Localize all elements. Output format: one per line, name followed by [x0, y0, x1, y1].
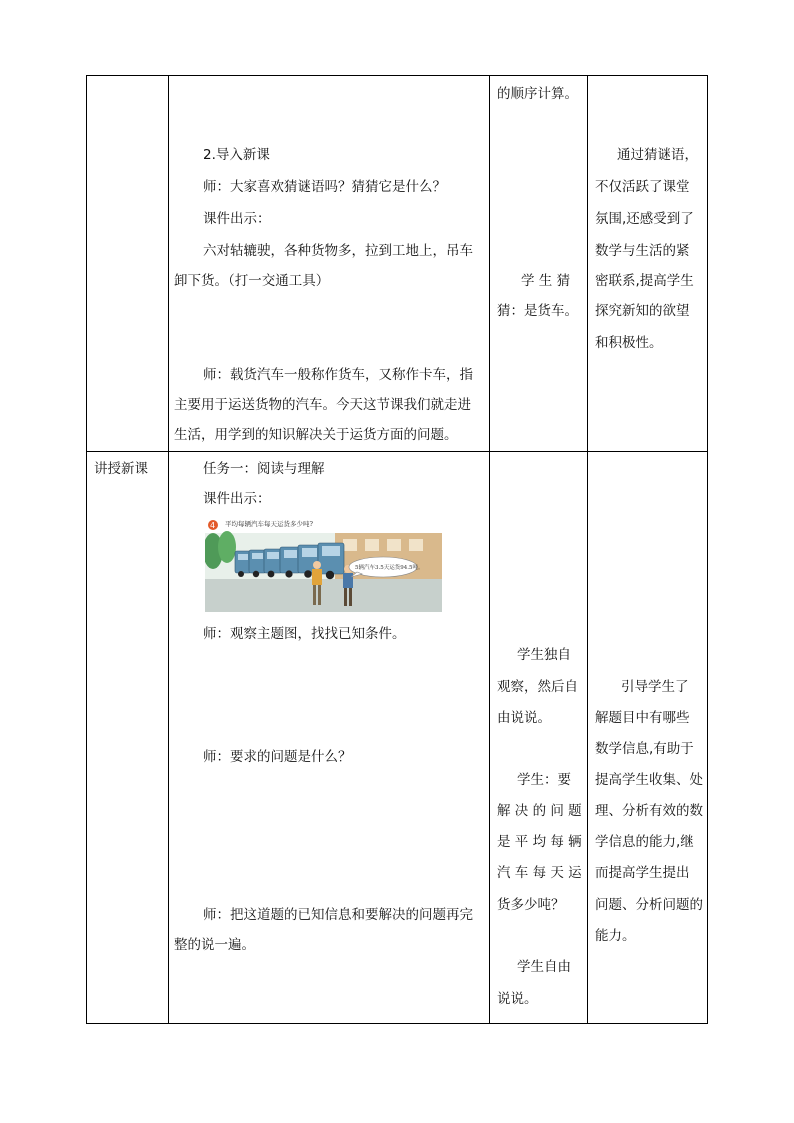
intent-line-5: 密联系,提高学生	[595, 273, 694, 289]
task-heading: 任务一：阅读与理解	[203, 461, 325, 477]
student-b-line-1: 学生：要	[517, 772, 571, 788]
section-label-teaching: 讲授新课	[94, 461, 148, 477]
riddle-line-2: 卸下货。（打一交通工具）	[174, 273, 330, 289]
student-a-line-1: 学生独自	[517, 647, 571, 663]
trucks-scene-svg	[205, 517, 442, 612]
student-guess-line-2: 猜：是货车。	[497, 303, 578, 319]
table-col-divider-1	[168, 75, 169, 1024]
table-bottom-border	[86, 1023, 708, 1024]
student-activity-continued: 的顺序计算。	[497, 86, 578, 102]
student-c-line-1: 学生自由	[517, 959, 571, 975]
teacher-observe-prompt: 师：观察主题图，找找已知条件。	[203, 626, 406, 642]
trucks-theme-illustration	[205, 517, 442, 612]
section-heading-new-lesson: 2.导入新课	[203, 147, 270, 163]
intent2-line-4: 提高学生收集、处	[595, 772, 703, 788]
intent-line-3: 氛围,还感受到了	[595, 211, 694, 227]
intent-line-7: 和积极性。	[595, 335, 663, 351]
intent-line-1: 通过猜谜语，	[617, 147, 698, 163]
riddle-line-1: 六对轱辘驶，各种货物多，拉到工地上，吊车	[203, 243, 473, 259]
student-a-line-2: 观察，然后自	[497, 679, 578, 695]
intent-line-4: 数学与生活的紧	[595, 243, 690, 259]
intent2-line-8: 问题、分析问题的	[595, 897, 703, 913]
table-row-divider	[86, 451, 708, 452]
student-a-line-3: 由说说。	[497, 710, 551, 726]
table-col-divider-2	[489, 75, 490, 1024]
table-col-divider-3	[587, 75, 588, 1024]
student-b-line-3: 是 平 均 每 辆	[497, 834, 582, 850]
teacher-restate-line-1: 师：把这道题的已知信息和要解决的问题再完	[203, 907, 473, 923]
teacher-restate-line-2: 整的说一遍。	[174, 937, 255, 953]
intent-line-2: 不仅活跃了课堂	[595, 179, 690, 195]
intent2-line-1: 引导学生了	[621, 679, 689, 695]
teacher-riddle-question: 师：大家喜欢猜谜语吗？猜猜它是什么？	[203, 179, 446, 195]
teacher-explanation-line-2: 主要用于运送货物的汽车。今天这节课我们就走进	[174, 397, 471, 413]
table-top-border	[86, 75, 708, 76]
courseware-label-2: 课件出示：	[203, 491, 271, 507]
intent2-line-5: 理、分析有效的数	[595, 803, 703, 819]
svg-text:4: 4	[210, 521, 216, 530]
bubble-text: 5辆汽车3.5天运货94.5吨。	[355, 565, 424, 571]
courseware-label: 课件出示：	[203, 211, 271, 227]
table-left-border	[86, 75, 87, 1024]
student-b-line-2: 解 决 的 问 题	[497, 803, 582, 819]
student-b-line-5: 货多少吨？	[497, 897, 565, 913]
intent2-line-3: 数学信息,有助于	[595, 741, 694, 757]
student-c-line-2: 说说。	[497, 991, 538, 1007]
teacher-question-prompt: 师：要求的问题是什么？	[203, 749, 352, 765]
intent2-line-6: 学信息的能力,继	[595, 834, 694, 850]
illustration-question: 平均每辆汽车每天运货多少吨?	[225, 520, 313, 528]
intent-line-6: 探究新知的欲望	[595, 303, 690, 319]
teacher-explanation-line-3: 生活，用学到的知识解决关于运货方面的问题。	[174, 427, 458, 443]
table-right-border	[707, 75, 708, 1024]
intent2-line-9: 能力。	[595, 928, 636, 944]
intent2-line-2: 解题目中有哪些	[595, 710, 690, 726]
student-b-line-4: 汽 车 每 天 运	[497, 865, 582, 881]
teacher-explanation-line-1: 师：载货汽车一般称作货车，又称作卡车，指	[203, 367, 473, 383]
student-guess-line-1: 学 生 猜	[521, 273, 571, 289]
intent2-line-7: 而提高学生提出	[595, 865, 690, 881]
